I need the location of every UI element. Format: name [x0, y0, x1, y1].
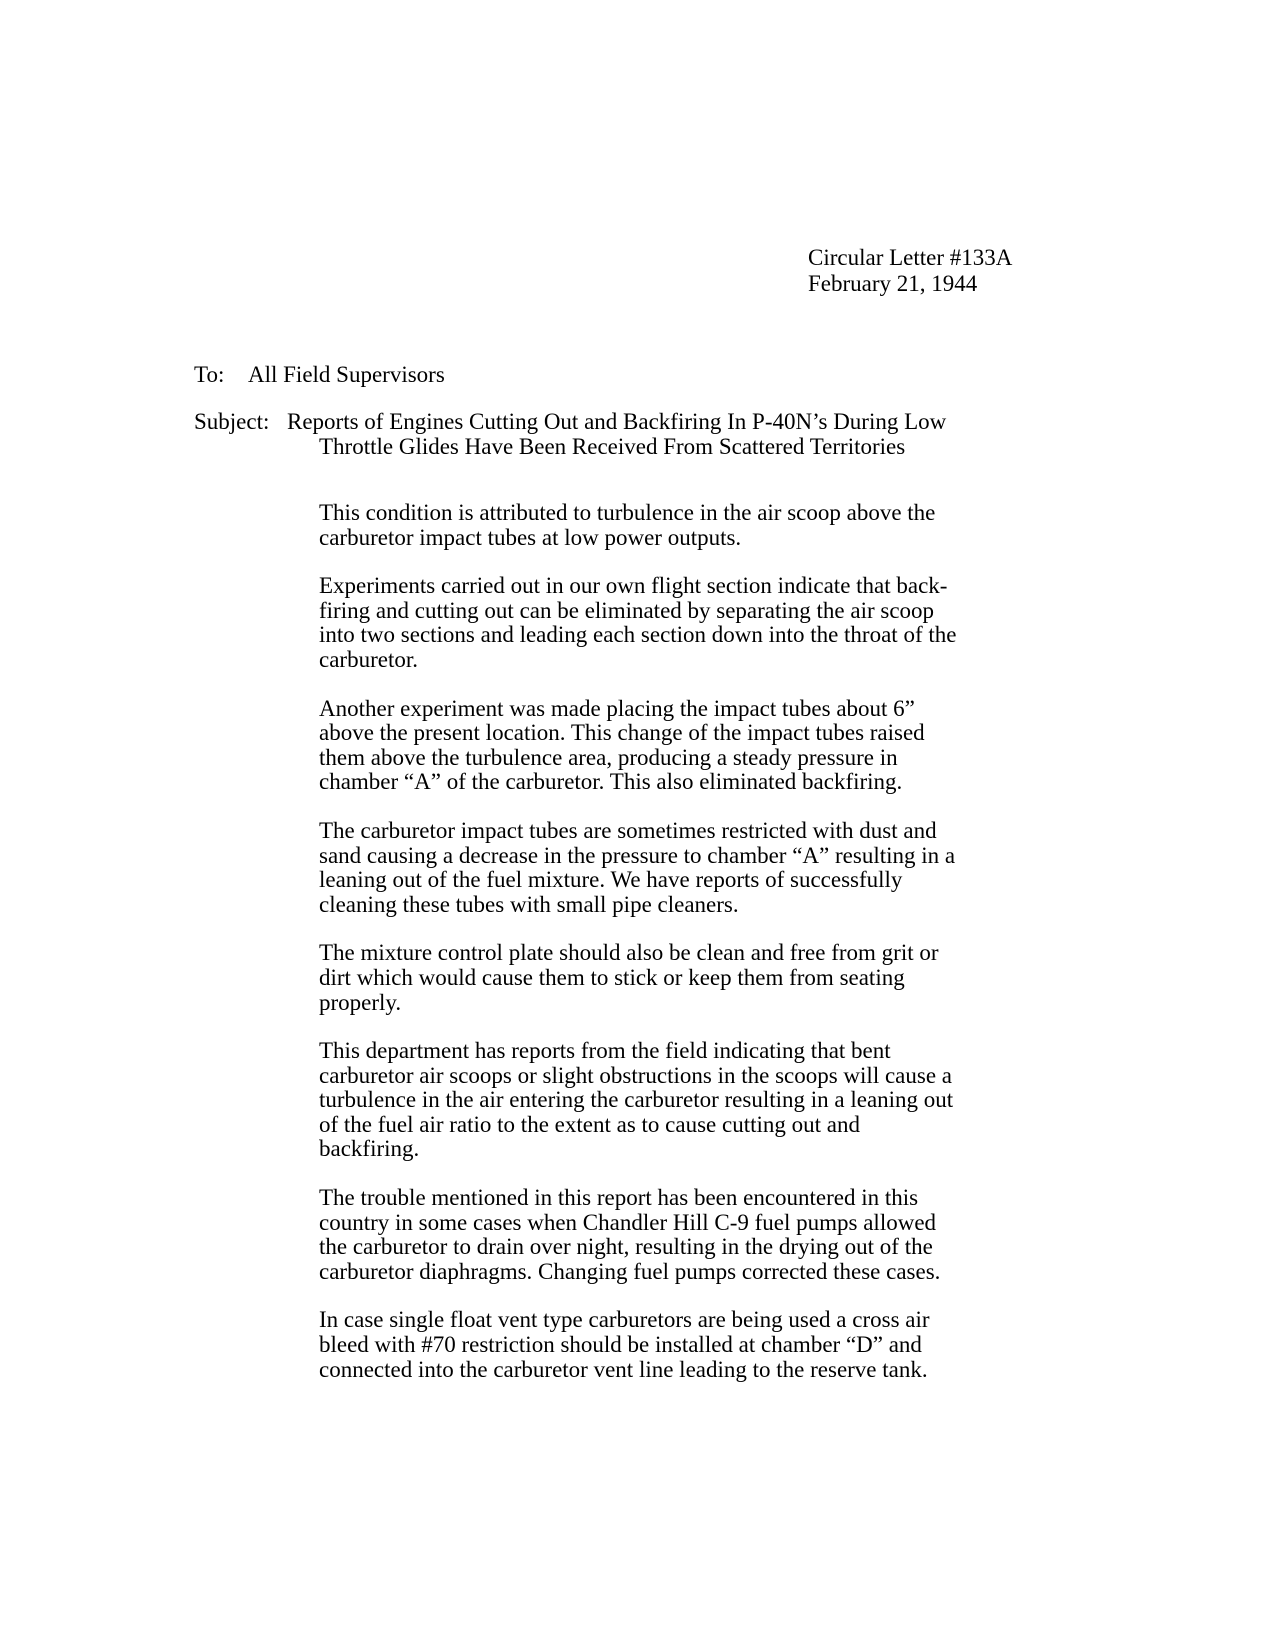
- paragraph-dust-restriction: [319, 819, 1039, 917]
- paragraph-line: dirt which would cause them to stick or keep them from seating: [319, 964, 905, 990]
- paragraph-line: country in some cases when Chandler Hill C-9 fuel pumps allowed: [319, 1209, 937, 1235]
- paragraph-bent-air-scoops: [319, 1039, 1039, 1162]
- paragraph-line: chamber “A” of the carburetor. This also eliminated backfiring.: [319, 769, 903, 795]
- paragraph-line: This department has reports from the field indicating that bent: [319, 1038, 891, 1064]
- paragraph-line: sand causing a decrease in the pressure to chamber “A” resulting in a: [319, 842, 956, 868]
- paragraph-fuel-pumps: [319, 1186, 1039, 1284]
- paragraph-line: turbulence in the air entering the carburetor resulting in a leaning out: [319, 1087, 954, 1113]
- paragraph-cross-air-bleed: [319, 1308, 1039, 1382]
- subject-label: Subject:: [194, 409, 270, 434]
- paragraph-experiments: [319, 574, 1039, 672]
- paragraph-line: leaning out of the fuel mixture. We have reports of successfully: [319, 867, 903, 893]
- paragraph-line: cleaning these tubes with small pipe cleaners.: [319, 891, 739, 917]
- paragraph-line: the carburetor to drain over night, resulting in the drying out of the: [319, 1234, 933, 1260]
- paragraph-line: them above the turbulence area, producing a steady pressure in: [319, 744, 898, 770]
- paragraph-line: firing and cutting out can be eliminated by separating the air scoop: [319, 597, 935, 623]
- paragraph-line: carburetor air scoops or slight obstructions in the scoops will cause a: [319, 1062, 952, 1088]
- paragraph-line: bleed with #70 restriction should be installed at chamber “D” and: [319, 1332, 922, 1358]
- paragraph-line: above the present location. This change of the impact tubes raised: [319, 720, 925, 746]
- paragraph-line: The carburetor impact tubes are sometimes restricted with dust and: [319, 817, 937, 843]
- paragraph-line: properly.: [319, 989, 402, 1015]
- paragraph-line: In case single float vent type carburetors are being used a cross air: [319, 1307, 930, 1333]
- paragraph-line: The mixture control plate should also be clean and free from grit or: [319, 940, 939, 966]
- recipient-line: [194, 362, 445, 388]
- recipient-label: To:: [194, 362, 225, 387]
- paragraph-line: This condition is attributed to turbulence in the air scoop above the: [319, 500, 936, 525]
- letter-header: [808, 245, 1012, 297]
- paragraph-line: Another experiment was made placing the impact tubes about 6”: [319, 695, 915, 721]
- subject-text-line-1: Reports of Engines Cutting Out and Backfiring In P-40N’s During Low: [287, 409, 947, 434]
- letter-date: February 21, 1944: [808, 271, 978, 296]
- paragraph-mixture-control-plate: [319, 941, 1039, 1015]
- paragraph-line: carburetor.: [319, 646, 418, 672]
- letter-number: Circular Letter #133A: [808, 245, 1013, 270]
- paragraph-impact-tubes-relocation: [319, 697, 1039, 795]
- paragraph-line: connected into the carburetor vent line leading to the reserve tank.: [319, 1356, 928, 1382]
- paragraph-line: carburetor impact tubes at low power outputs.: [319, 524, 742, 550]
- subject-text-line-2: Throttle Glides Have Been Received From Scattered Territories: [319, 434, 906, 459]
- letter-body: [319, 501, 1039, 1406]
- paragraph-turbulence: [319, 501, 1039, 550]
- paragraph-line: Experiments carried out in our own flight section indicate that back-: [319, 573, 948, 599]
- paragraph-line: of the fuel air ratio to the extent as to cause cutting out and: [319, 1111, 860, 1137]
- paragraph-line: The trouble mentioned in this report has been encountered in this: [319, 1185, 919, 1211]
- paragraph-line: backfiring.: [319, 1136, 420, 1162]
- recipient-value: All Field Supervisors: [248, 362, 445, 387]
- paragraph-line: carburetor diaphragms. Changing fuel pumps corrected these cases.: [319, 1258, 941, 1284]
- subject-line: [194, 409, 946, 434]
- paragraph-line: into two sections and leading each section down into the throat of the: [319, 622, 957, 648]
